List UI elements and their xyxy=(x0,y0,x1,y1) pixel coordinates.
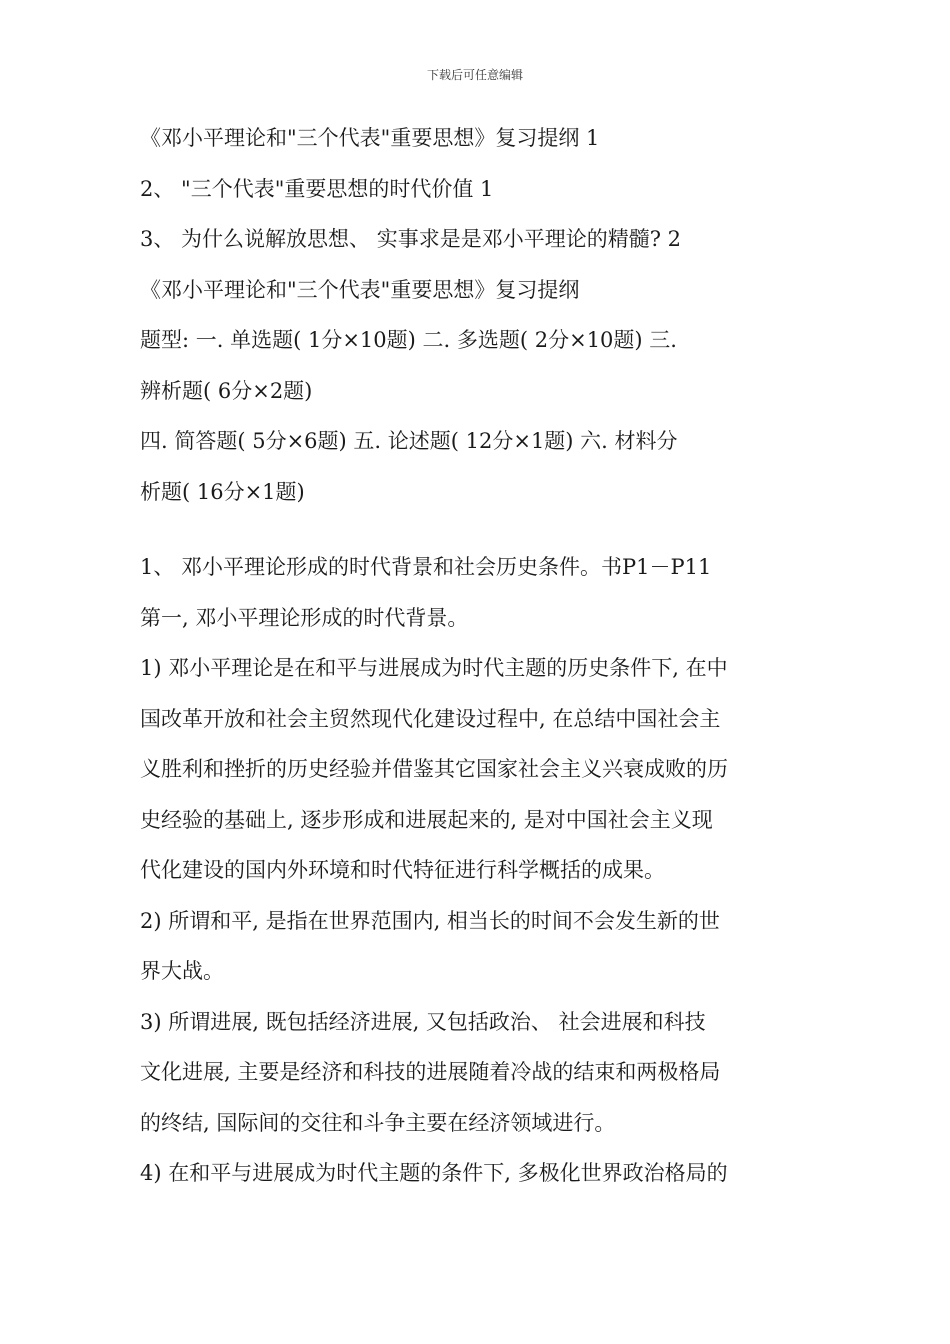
body-line: 义胜利和挫折的历史经验并借鉴其它国家社会主义兴衰成败的历 xyxy=(140,757,728,781)
toc-line[interactable]: 《邓小平理论和"三个代表"重要思想》复习提纲 1 xyxy=(140,126,600,150)
body-line: 的终结, 国际间的交往和斗争主要在经济领域进行。 xyxy=(140,1110,616,1135)
body-line: 文化进展, 主要是经济和科技的进展随着冷战的结束和两极格局 xyxy=(140,1060,721,1084)
body-line: 1、 邓小平理论形成的时代背景和社会历史条件。书P1－P11 xyxy=(140,555,712,579)
document-title: 《邓小平理论和"三个代表"重要思想》复习提纲 xyxy=(140,277,580,302)
body-line: 第一, 邓小平理论形成的时代背景。 xyxy=(140,605,469,630)
toc-line[interactable]: 3、 为什么说解放思想、 实事求是是邓小平理论的精髓? 2 xyxy=(140,227,682,251)
section-gap xyxy=(140,517,820,542)
body-line: 3) 所谓进展, 既包括经济进展, 又包括政治、 社会进展和科技 xyxy=(140,1009,706,1034)
question-types-line: 辨析题( 6分×2题) xyxy=(140,378,313,403)
question-types-line: 析题( 16分×1题) xyxy=(140,479,305,504)
body-line: 界大战。 xyxy=(140,959,224,983)
body-line: 2) 所谓和平, 是指在世界范围内, 相当长的时间不会发生新的世 xyxy=(140,908,720,933)
header-note: 下载后可任意编辑 xyxy=(426,68,523,82)
body-line: 国改革开放和社会主贸然现代化建设过程中, 在总结中国社会主 xyxy=(140,706,721,731)
body-line: 4) 在和平与进展成为时代主题的条件下, 多极化世界政治格局的 xyxy=(140,1161,728,1185)
toc-line[interactable]: 2、 "三个代表"重要思想的时代价值 1 xyxy=(140,176,494,201)
document-content xyxy=(140,113,820,1199)
body-line: 1) 邓小平理论是在和平与进展成为时代主题的历史条件下, 在中 xyxy=(140,656,728,680)
question-types-line: 四. 简答题( 5分×6题) 五. 论述题( 12分×1题) 六. 材料分 xyxy=(140,429,678,453)
body-line: 史经验的基础上, 逐步形成和进展起来的, 是对中国社会主义现 xyxy=(140,807,713,832)
question-types-line: 题型: 一. 单选题( 1分×10题) 二. 多选题( 2分×10题) 三. xyxy=(140,328,677,352)
body-line: 代化建设的国内外环境和时代特征进行科学概括的成果。 xyxy=(140,858,665,882)
